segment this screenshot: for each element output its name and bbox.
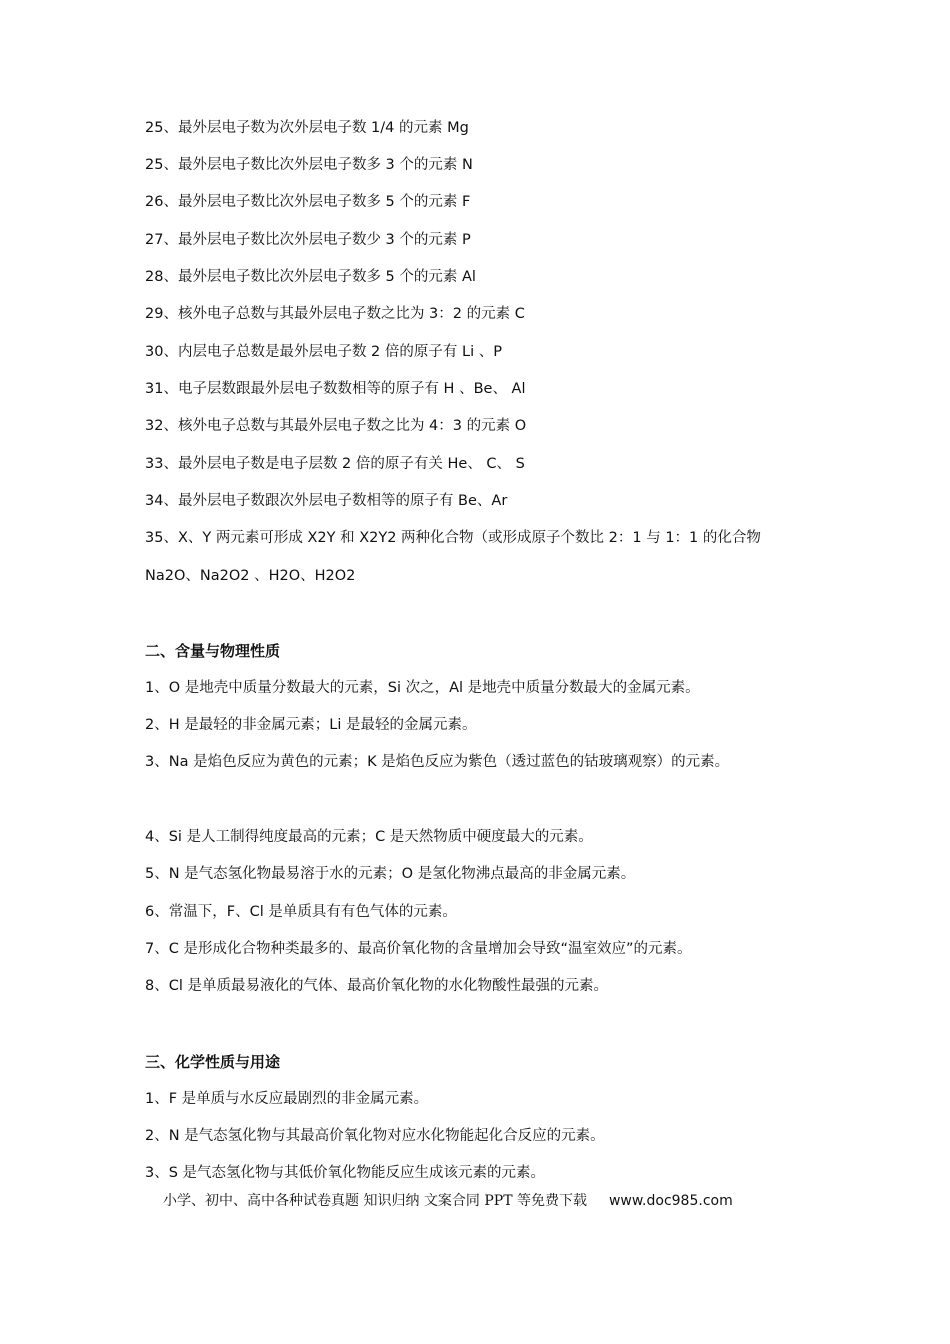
list-item: 26、最外层电子数比次外层电子数多 5 个的元素 F [145, 194, 471, 210]
list-item: 25、最外层电子数为次外层电子数 1/4 的元素 Mg [145, 120, 469, 136]
list-item: Na2O、Na2O2 、H2O、H2O2 [145, 568, 356, 584]
list-item: 2、N 是气态氢化物与其最高价氧化物对应水化物能起化合反应的元素。 [145, 1128, 605, 1144]
list-item: 25、最外层电子数比次外层电子数多 3 个的元素 N [145, 157, 473, 173]
list-item: 35、X、Y 两元素可形成 X2Y 和 X2Y2 两种化合物（或形成原子个数比 2：1 与 1：1 的化合物 [145, 530, 761, 546]
list-item: 32、核外电子总数与其最外层电子数之比为 4：3 的元素 O [145, 418, 527, 434]
list-item: 30、内层电子总数是最外层电子数 2 倍的原子有 Li 、P [145, 344, 502, 360]
list-item: 31、电子层数跟最外层电子数数相等的原子有 H 、Be、 Al [145, 381, 526, 397]
list-item: 27、最外层电子数比次外层电子数少 3 个的元素 P [145, 232, 471, 248]
footer-text: 小学、初中、高中各种试卷真题 知识归纳 文案合同 PPT 等免费下载 [163, 1193, 587, 1209]
section-heading: 二、含量与物理性质 [145, 642, 281, 660]
list-item: 6、常温下，F、Cl 是单质具有有色气体的元素。 [145, 904, 457, 920]
section-heading: 三、化学性质与用途 [145, 1053, 281, 1071]
list-item: 5、N 是气态氢化物最易溶于水的元素；O 是氢化物沸点最高的非金属元素。 [145, 866, 636, 882]
list-item: 3、Na 是焰色反应为黄色的元素；K 是焰色反应为紫色（透过蓝色的钴玻璃观察）的元素。 [145, 754, 730, 770]
list-item: 34、最外层电子数跟次外层电子数相等的原子有 Be、Ar [145, 493, 508, 509]
list-item: 3、S 是气态氢化物与其低价氧化物能反应生成该元素的元素。 [145, 1165, 546, 1181]
list-item: 33、最外层电子数是电子层数 2 倍的原子有关 He、 C、 S [145, 456, 525, 472]
list-item: 7、C 是形成化合物种类最多的、最高价氧化物的含量增加会导致“温室效应”的元素。 [145, 941, 692, 957]
page-footer [163, 1191, 733, 1211]
list-item: 28、最外层电子数比次外层电子数多 5 个的元素 Al [145, 269, 476, 285]
list-item: 1、F 是单质与水反应最剧烈的非金属元素。 [145, 1091, 429, 1107]
list-item: 4、Si 是人工制得纯度最高的元素；C 是天然物质中硬度最大的元素。 [145, 829, 593, 845]
list-item: 2、H 是最轻的非金属元素；Li 是最轻的金属元素。 [145, 717, 477, 733]
list-item: 8、Cl 是单质最易液化的气体、最高价氧化物的水化物酸性最强的元素。 [145, 978, 608, 994]
list-item: 1、O 是地壳中质量分数最大的元素，Si 次之，Al 是地壳中质量分数最大的金属元素。 [145, 680, 700, 696]
footer-url: www.doc985.com [608, 1193, 733, 1209]
list-item: 29、核外电子总数与其最外层电子数之比为 3：2 的元素 C [145, 306, 525, 322]
